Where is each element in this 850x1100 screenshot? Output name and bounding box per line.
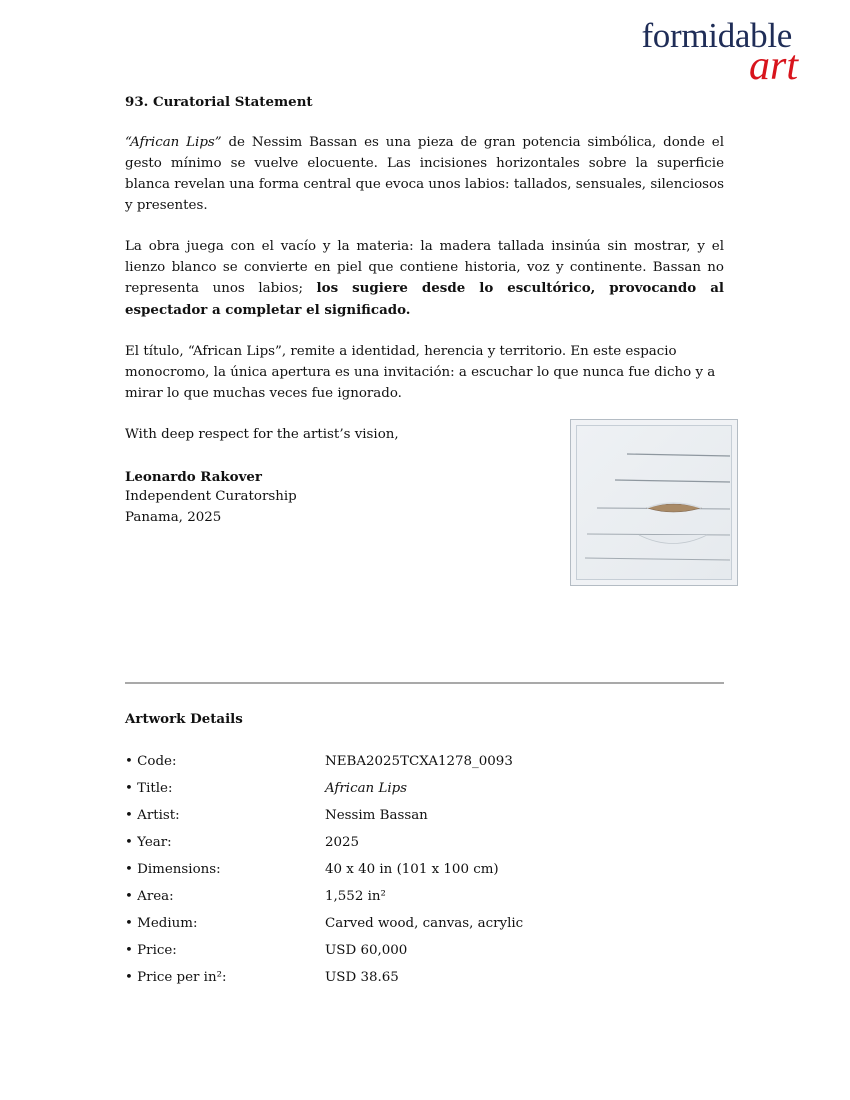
detail-value: NEBA2025TCXA1278_0093 bbox=[325, 754, 513, 769]
detail-row-code bbox=[125, 752, 725, 779]
detail-row-price bbox=[125, 941, 725, 968]
curator-role: Independent Curatorship bbox=[125, 489, 297, 505]
curator-place-year: Panama, 2025 bbox=[125, 509, 222, 525]
statement-paragraph-1 bbox=[125, 133, 724, 216]
detail-label: • Artist: bbox=[125, 808, 180, 823]
paragraph-2-text: La obra juega con el vacío y la materia: la madera tallada insinúa sin mostrar, y el lienzo blanco se convierte en piel que contiene historia, voz y continente. Bassan no representa unos labios; bbox=[125, 238, 724, 297]
artwork-image bbox=[570, 419, 738, 586]
artwork-incisions bbox=[577, 426, 731, 579]
detail-value: USD 38.65 bbox=[325, 970, 399, 985]
logo-wordmark-formidable: formidable bbox=[641, 16, 792, 55]
detail-label: • Medium: bbox=[125, 916, 198, 931]
section-divider bbox=[125, 682, 724, 684]
detail-label: • Price: bbox=[125, 943, 177, 958]
detail-row-area bbox=[125, 887, 725, 914]
detail-value: Nessim Bassan bbox=[325, 808, 428, 823]
artwork-canvas bbox=[576, 425, 732, 580]
detail-row-medium bbox=[125, 914, 725, 941]
detail-label: • Area: bbox=[125, 889, 174, 904]
statement-paragraph-3: El título, “African Lips”, remite a identidad, herencia y territorio. En este espacio monocromo, la única apertura es una invitación: a escuchar lo que nunca fue dicho y a mirar lo que muchas veces fue ignorado. bbox=[125, 344, 716, 401]
detail-value: 2025 bbox=[325, 835, 360, 850]
detail-label: • Code: bbox=[125, 754, 177, 769]
detail-row-year bbox=[125, 833, 725, 860]
detail-label: • Title: bbox=[125, 781, 173, 796]
detail-label: • Price per in²: bbox=[125, 970, 227, 985]
paragraph-2-bold: los sugiere desde lo escultórico, provocando al espectador a completar el significado. bbox=[125, 280, 724, 318]
detail-value: 40 x 40 in (101 x 100 cm) bbox=[325, 862, 499, 877]
detail-row-price-per-sq-in bbox=[125, 968, 725, 995]
artwork-details-heading: Artwork Details bbox=[125, 711, 243, 727]
statement-heading: 93. Curatorial Statement bbox=[125, 94, 313, 110]
detail-value: African Lips bbox=[325, 781, 408, 796]
detail-row-dimensions bbox=[125, 860, 725, 887]
logo-wordmark-art: art bbox=[748, 43, 798, 89]
paragraph-1-text: de Nessim Bassan es una pieza de gran potencia simbólica, donde el gesto mínimo se vuelve elocuente. Las incisiones horizontales sobre la superficie blanca revelan una forma central que evoca unos labios: tallados, sensuales, silenciosos y presentes. bbox=[125, 135, 724, 213]
detail-label: • Dimensions: bbox=[125, 862, 221, 877]
statement-paragraph-2 bbox=[125, 237, 724, 322]
artwork-title-italic: “African Lips” bbox=[125, 135, 222, 151]
detail-label: • Year: bbox=[125, 835, 172, 850]
detail-row-artist bbox=[125, 806, 725, 833]
closing-line: With deep respect for the artist’s vision, bbox=[125, 427, 399, 443]
detail-value: USD 60,000 bbox=[325, 943, 408, 958]
brand-logo bbox=[641, 16, 798, 89]
detail-row-title bbox=[125, 779, 725, 806]
detail-value: 1,552 in² bbox=[325, 889, 386, 904]
curator-name: Leonardo Rakover bbox=[125, 468, 262, 485]
artwork-details-list bbox=[125, 752, 725, 995]
detail-value: Carved wood, canvas, acrylic bbox=[325, 916, 524, 931]
